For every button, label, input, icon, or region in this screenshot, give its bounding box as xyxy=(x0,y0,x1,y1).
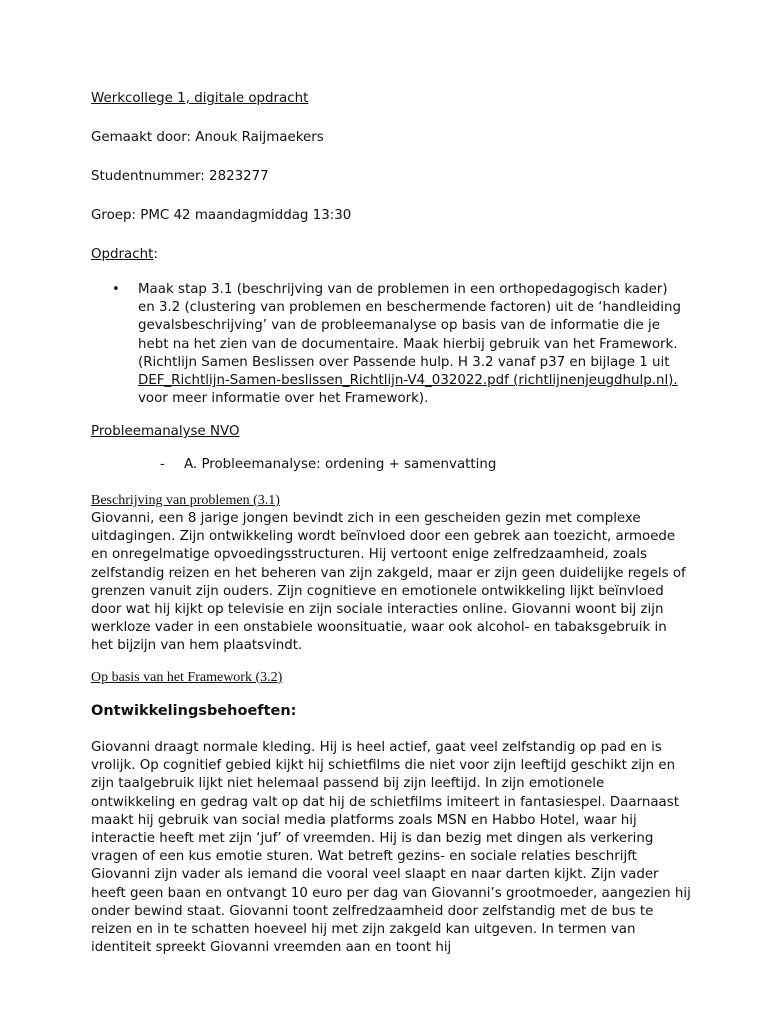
paragraph-ontwikkeling: Giovanni draagt normale kleding. Hij is heel actief, gaat veel zelfstandig op pad en is vrolijk. Op cognitief gebied kijkt hij schietfilms die niet voor zijn leeftijd geschikt zijn en zijn taalgebruik lijkt niet helemaal passend bij zijn leeftijd. In zijn emotionele ontwikkeling en gedrag valt op dat hij de schietfilms imiteert in fantasiespel. Daarnaast maakt hij gebruik van social media platforms zoals MSN en Habbo Hotel, waar hij interactie heeft met zijn ‘juf’ of vreemden. Hij is dan bezig met dingen als verkering vragen of een kus emotie sturen. Wat betreft gezins- en sociale relaties beschrijft Giovanni zijn vader als iemand die vooral veel slaapt en naar darten kijkt. Zijn vader heeft geen baan en ontvangt 10 euro per dag van Giovanni’s grootmoeder, aangezien hij onder bewind staat. Giovanni toont zelfredzaamheid door zelfstandig met de bus te reizen en in te schatten hoeveel hij met zijn zakgeld kan uitgeven. In termen van identiteit spreekt Giovanni vreemden aan en toont hij xyxy=(91,740,691,956)
heading-framework: Op basis van het Framework (3.2) xyxy=(91,670,283,685)
group-line: Groep: PMC 42 maandagmiddag 13:30 xyxy=(91,208,352,223)
assignment-colon: : xyxy=(153,247,158,262)
author-line: Gemaakt door: Anouk Raijmaekers xyxy=(91,130,324,145)
assignment-bullet-text xyxy=(138,281,686,408)
richtlijn-link[interactable]: DEF_Richtlijn-Samen-beslissen_Richtlijn-V4_032022.pdf (richtlijnenjeugdhulp.nl). xyxy=(138,373,678,389)
section-probleemanalyse: Probleemanalyse NVO xyxy=(91,424,240,439)
assignment-label: Opdracht xyxy=(91,247,154,262)
heading-ontwikkelingsbehoeften: Ontwikkelingsbehoeften: xyxy=(91,703,297,719)
dash-marker: - xyxy=(160,457,165,472)
assignment-heading xyxy=(91,246,158,264)
bullet-text-part2: voor meer informatie over het Framework). xyxy=(138,391,429,407)
paragraph-beschrijving: Giovanni, een 8 jarige jongen bevindt zich in een gescheiden gezin met complexe uitdagingen. Zijn ontwikkeling wordt beïnvloed door een gebrek aan toezicht, armoede en onregelmatige opvoedingsstructuren. Hij vertoont enige zelfredzaamheid, zoals zelfstandig reizen en het beheren van zijn zakgeld, maar er zijn geen duidelijke regels of grenzen vanuit zijn ouders. Zijn cognitieve en emotionele ontwikkeling lijkt beïnvloed door wat hij kijkt op televisie en zijn sociale interacties online. Giovanni woont bij zijn werkloze vader in een onstabiele woonsituatie, waar ook alcohol- en tabaksgebruik in het bijzijn van hem plaatsvindt. xyxy=(91,511,686,654)
bullet-text-part1: Maak stap 3.1 (beschrijving van de problemen in een orthopedagogisch kader) en 3.2 (clustering van problemen en beschermende factoren) uit de ‘handleiding gevalsbeschrijving’ van de probleemanalyse op basis van de informatie die je hebt na het zien van de documentaire. Maak hierbij gebruik van het Framework. (Richtlijn Samen Beslissen over Passende hulp. H 3.2 vanaf p37 en bijlage 1 uit xyxy=(138,282,682,370)
student-number-line: Studentnummer: 2823277 xyxy=(91,169,269,184)
heading-beschrijving: Beschrijving van problemen (3.1) xyxy=(91,493,280,508)
bullet-icon: • xyxy=(112,282,120,297)
probleemanalyse-item: A. Probleemanalyse: ordening + samenvatting xyxy=(184,457,497,472)
document-title: Werkcollege 1, digitale opdracht xyxy=(91,91,309,106)
